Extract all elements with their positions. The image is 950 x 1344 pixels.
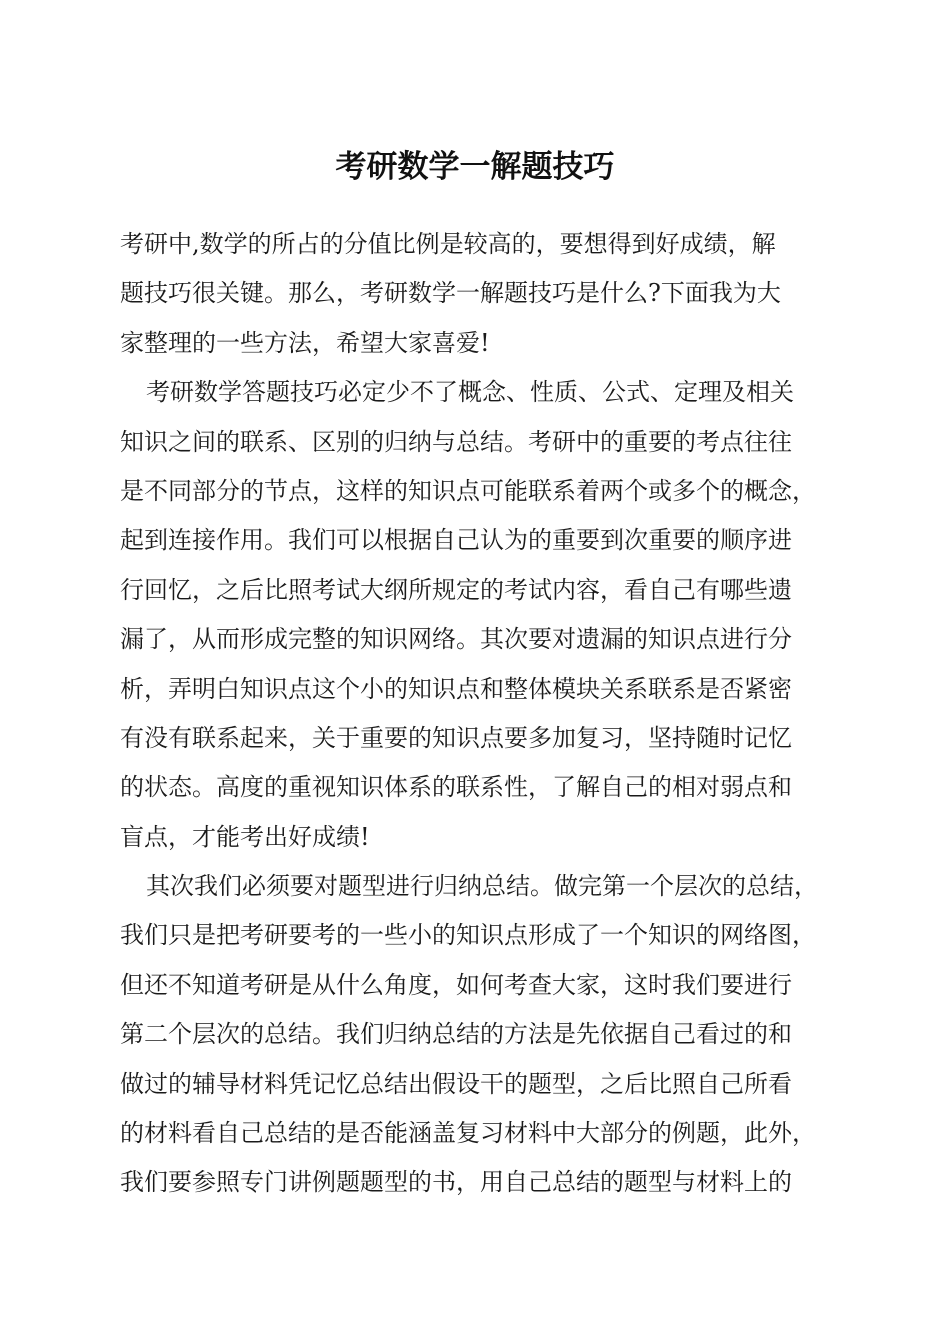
text-line: 的状态。高度的重视知识体系的联系性，了解自己的相对弱点和 <box>120 773 792 802</box>
text-line: 知识之间的联系、区别的归纳与总结。考研中的重要的考点往往 <box>120 427 792 456</box>
document-body <box>120 220 840 1208</box>
text-line: 但还不知道考研是从什么角度，如何考查大家，这时我们要进行 <box>120 970 792 999</box>
text-line: 有没有联系起来，关于重要的知识点要多加复习，坚持随时记忆 <box>120 723 792 752</box>
text-line: 我们只是把考研要考的一些小的知识点形成了一个知识的网络图， <box>120 921 816 950</box>
text-line: 行回忆，之后比照考试大纲所规定的考试内容，看自己有哪些遗 <box>120 575 792 604</box>
text-line: 是不同部分的节点，这样的知识点可能联系着两个或多个的概念， <box>120 476 816 505</box>
text-line: 第二个层次的总结。我们归纳总结的方法是先依据自己看过的和 <box>120 1020 792 1049</box>
text-line: 考研中,数学的所占的分值比例是较高的，要想得到好成绩，解 <box>120 230 776 258</box>
text-line: 家整理的一些方法，希望大家喜爱! <box>120 328 490 357</box>
text-line: 其次我们必须要对题型进行归纳总结。做完第一个层次的总结， <box>146 872 818 901</box>
text-line: 我们要参照专门讲例题题型的书，用自己总结的题型与材料上的 <box>120 1168 792 1197</box>
document-title: 考研数学一解题技巧 <box>335 149 615 185</box>
text-line: 题技巧很关键。那么，考研数学一解题技巧是什么?下面我为大 <box>120 279 781 308</box>
text-line: 考研数学答题技巧必定少不了概念、性质、公式、定理及相关 <box>146 378 794 407</box>
paragraph <box>120 220 840 368</box>
text-line: 的材料看自己总结的是否能涵盖复习材料中大部分的例题，此外， <box>120 1119 816 1148</box>
text-line: 盲点，才能考出好成绩! <box>120 822 370 851</box>
text-line: 做过的辅导材料凭记忆总结出假设干的题型，之后比照自己所看 <box>120 1069 792 1098</box>
text-line: 析，弄明白知识点这个小的知识点和整体模块关系联系是否紧密 <box>120 674 792 703</box>
paragraph <box>120 862 840 1208</box>
text-line: 漏了，从而形成完整的知识网络。其次要对遗漏的知识点进行分 <box>120 625 792 654</box>
text-line: 起到连接作用。我们可以根据自己认为的重要到次重要的顺序进 <box>120 526 792 555</box>
paragraph <box>120 368 840 862</box>
